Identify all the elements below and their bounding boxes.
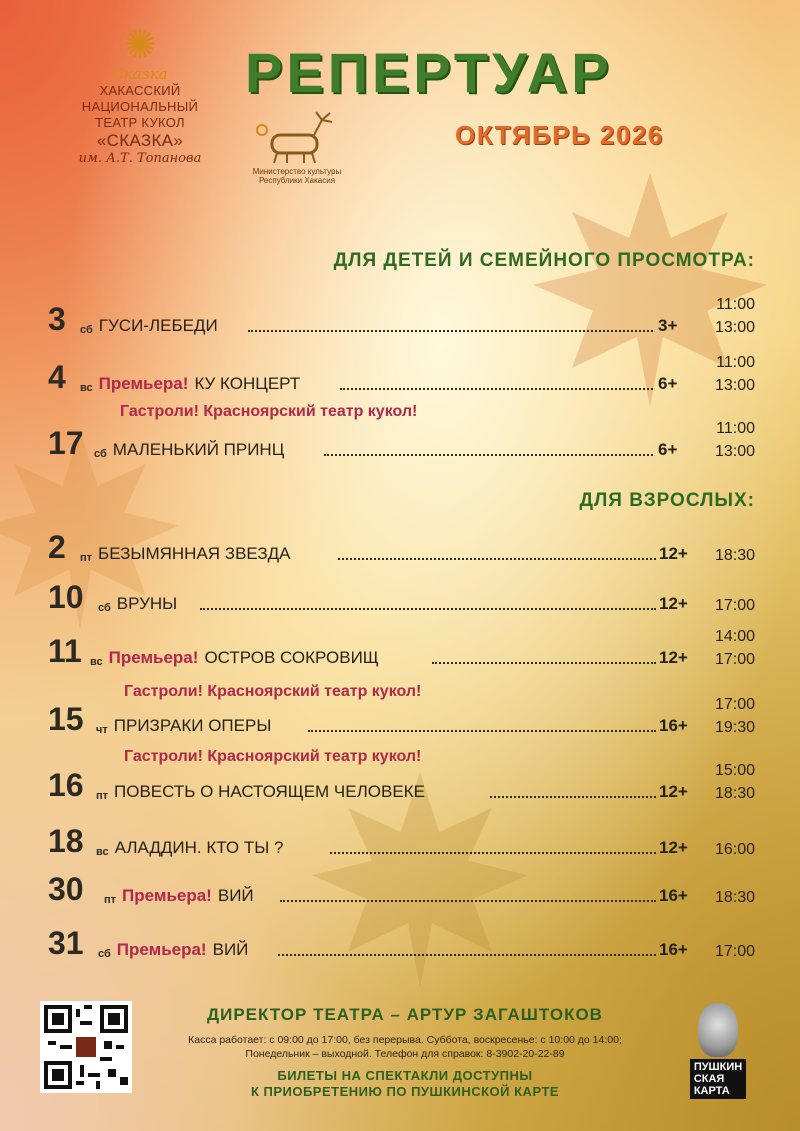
dot-leader	[278, 954, 656, 956]
row-text	[80, 316, 218, 336]
show-time: 18:30	[714, 889, 755, 906]
show-time: 13:00	[714, 443, 755, 460]
day-number: 18	[48, 823, 84, 859]
row-text	[98, 940, 248, 960]
row-text	[98, 594, 177, 614]
show-time: 17:00	[714, 597, 755, 614]
row-text	[104, 886, 254, 906]
show-time: 11:00	[716, 354, 755, 371]
logo-brand: Сказка	[112, 65, 168, 83]
weekday: чт	[96, 724, 108, 736]
show-title: ПРИЗРАКИ ОПЕРЫ	[113, 716, 272, 735]
age-rating: 12+	[659, 648, 688, 667]
pushkin-note-line: К ПРИОБРЕТЕНИЮ ПО ПУШКИНСКОЙ КАРТЕ	[250, 1084, 560, 1099]
age-rating: 16+	[659, 940, 688, 959]
qr-code[interactable]	[40, 1001, 132, 1093]
show-times	[715, 886, 755, 909]
dot-leader	[308, 730, 656, 732]
show-title: ОСТРОВ СОКРОВИЩ	[204, 648, 379, 667]
weekday: сб	[98, 602, 111, 614]
day-number: 17	[48, 425, 84, 461]
page-subtitle: ОКТЯБРЬ 2026	[455, 120, 664, 150]
firebird-icon: ✺	[123, 23, 157, 67]
show-time: 11:00	[716, 420, 755, 437]
show-title: МАЛЕНЬКИЙ ПРИНЦ	[112, 440, 285, 459]
section-adults: ДЛЯ ВЗРОСЛЫХ:	[579, 490, 755, 511]
age-rating: 6+	[658, 440, 678, 459]
age-rating: 12+	[659, 594, 688, 613]
dot-leader	[324, 454, 653, 456]
premiere-label: Премьера!	[98, 374, 189, 393]
show-time: 19:30	[714, 719, 755, 736]
row-text	[80, 374, 300, 394]
show-times	[715, 293, 755, 339]
schedule-row	[48, 418, 755, 466]
theatre-logo	[55, 25, 225, 166]
section-kids: ДЛЯ ДЕТЕЙ И СЕМЕЙНОГО ПРОСМОТРА:	[333, 250, 755, 271]
show-time: 17:00	[714, 696, 755, 713]
show-title: КУ КОНЦЕРТ	[194, 374, 301, 393]
age-rating: 6+	[658, 374, 678, 393]
show-times	[715, 351, 755, 397]
row-text	[90, 648, 379, 668]
dot-leader	[280, 900, 656, 902]
pushkin-card-line: КАРТА	[693, 1085, 730, 1097]
show-title: ВИЙ	[217, 886, 254, 905]
age-rating: 12+	[659, 544, 688, 563]
dot-leader	[432, 662, 656, 664]
tour-note: Гастроли! Красноярский театр кукол!	[124, 683, 422, 700]
day-number: 15	[48, 701, 84, 737]
show-title: ВИЙ	[212, 940, 249, 959]
schedule-row	[48, 760, 755, 808]
age-rating: 16+	[659, 716, 688, 735]
premiere-label: Премьера!	[108, 648, 199, 667]
row-text	[96, 716, 271, 736]
show-time: 17:00	[714, 943, 755, 960]
schedule-row	[48, 626, 755, 674]
show-time: 13:00	[714, 319, 755, 336]
ministry-line: Министерство культуры	[252, 167, 342, 176]
dot-leader	[490, 796, 656, 798]
show-times	[715, 838, 755, 861]
pushkin-card-line: СКАЯ	[693, 1073, 725, 1085]
deer-icon	[252, 110, 342, 165]
ministry-logo	[242, 110, 352, 185]
box-office-line: Касса работает: с 09:00 до 17:00, без перерыва. Суббота, воскресенье: с 10:00 до 14:00;	[188, 1034, 622, 1046]
logo-line: ХАКАССКИЙ	[99, 83, 181, 98]
age-rating: 12+	[659, 838, 688, 857]
logo-line: НАЦИОНАЛЬНЫЙ	[81, 99, 199, 114]
day-number: 3	[48, 301, 66, 337]
age-rating: 3+	[658, 316, 678, 335]
show-times	[715, 544, 755, 567]
weekday: сб	[94, 448, 107, 460]
day-number: 10	[48, 579, 84, 615]
day-number: 30	[48, 871, 84, 907]
tour-note: Гастроли! Красноярский театр кукол!	[124, 748, 422, 765]
schedule-row	[48, 918, 755, 966]
schedule-row	[48, 352, 755, 400]
schedule-row	[48, 694, 755, 742]
ministry-line: Республики Хакасия	[258, 176, 336, 185]
show-times	[715, 759, 755, 805]
box-office-info	[140, 1033, 670, 1061]
day-number: 4	[48, 359, 66, 395]
qr-code-icon	[44, 1005, 128, 1089]
weekday: пт	[104, 894, 117, 906]
weekday: вс	[80, 382, 93, 394]
show-title: ПОВЕСТЬ О НАСТОЯЩЕМ ЧЕЛОВЕКЕ	[114, 782, 425, 801]
weekday: вс	[90, 656, 103, 668]
pushkin-portrait-icon	[698, 1003, 738, 1057]
dot-leader	[330, 852, 656, 854]
weekday: вс	[96, 846, 109, 858]
box-office-line: Понедельник – выходной. Телефон для справок: 8-3902-20-22-89	[245, 1048, 565, 1060]
dot-leader	[248, 330, 653, 332]
show-time: 14:00	[714, 628, 755, 645]
show-time: 16:00	[714, 841, 755, 858]
pushkin-card-logo	[672, 1003, 764, 1099]
row-text	[96, 782, 425, 802]
show-title: БЕЗЫМЯННАЯ ЗВЕЗДА	[98, 544, 291, 563]
schedule-row	[48, 864, 755, 912]
dot-leader	[338, 558, 656, 560]
director-line: ДИРЕКТОР ТЕАТРА – АРТУР ЗАГАШТОКОВ	[207, 1005, 603, 1024]
schedule-row	[48, 294, 755, 342]
logo-signature: им. А.Т. Топанова	[78, 151, 202, 166]
pushkin-card-line: ПУШКИН	[693, 1061, 743, 1073]
premiere-label: Премьера!	[116, 940, 207, 959]
row-text	[80, 544, 291, 564]
row-text	[94, 440, 284, 460]
show-times	[715, 594, 755, 617]
day-number: 31	[48, 925, 84, 961]
show-title: ГУСИ-ЛЕБЕДИ	[98, 316, 218, 335]
schedule-row	[48, 522, 755, 570]
weekday: сб	[98, 948, 111, 960]
show-time: 18:30	[714, 785, 755, 802]
show-time: 17:00	[714, 651, 755, 668]
show-time: 11:00	[716, 296, 755, 313]
pushkin-card-note	[140, 1068, 670, 1100]
pushkin-note-line: БИЛЕТЫ НА СПЕКТАКЛИ ДОСТУПНЫ	[277, 1068, 533, 1083]
show-title: АЛАДДИН. КТО ТЫ ?	[114, 838, 284, 857]
day-number: 16	[48, 767, 84, 803]
day-number: 11	[48, 633, 82, 669]
show-title: ВРУНЫ	[116, 594, 178, 613]
logo-line: ТЕАТР КУКОЛ	[95, 115, 185, 130]
schedule-row	[48, 816, 755, 864]
show-time: 18:30	[714, 547, 755, 564]
dot-leader	[340, 388, 653, 390]
show-times	[715, 940, 755, 963]
premiere-label: Премьера!	[122, 886, 212, 905]
show-times	[715, 625, 755, 671]
pushkin-card-label	[690, 1059, 746, 1099]
weekday: сб	[80, 324, 93, 336]
day-number: 2	[48, 529, 66, 565]
schedule-row	[48, 572, 755, 620]
weekday: пт	[80, 552, 93, 564]
row-text	[96, 838, 283, 858]
tour-note: Гастроли! Красноярский театр кукол!	[120, 403, 418, 420]
age-rating: 12+	[659, 782, 688, 801]
age-rating: 16+	[659, 886, 688, 905]
logo-line: «СКАЗКА»	[96, 131, 184, 150]
dot-leader	[200, 608, 656, 610]
page-title: РЕПЕРТУАР	[245, 41, 613, 104]
show-times	[715, 693, 755, 739]
show-time: 15:00	[714, 762, 755, 779]
show-time: 13:00	[714, 377, 755, 394]
show-times	[715, 417, 755, 463]
weekday: пт	[96, 790, 109, 802]
